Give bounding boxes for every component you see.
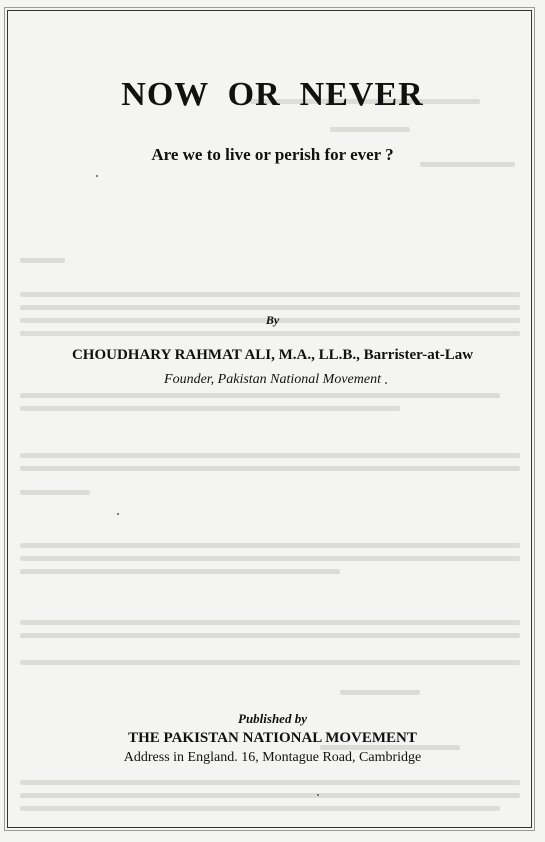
speck — [317, 794, 319, 796]
speck — [117, 513, 119, 515]
publisher-address: Address in England. 16, Montague Road, Cambridge — [123, 750, 422, 765]
author-role: Founder, Pakistan National Movement — [164, 372, 381, 387]
by-label: By — [265, 313, 280, 327]
published-by-label: Published by — [238, 711, 307, 726]
cover-title: NOW OR NEVER — [121, 76, 424, 113]
author-name: CHOUDHARY RAHMAT ALI, M.A., LL.B., Barrister-at-Law — [71, 347, 474, 363]
publisher-name: THE PAKISTAN NATIONAL MOVEMENT — [128, 730, 417, 746]
speck — [96, 175, 98, 177]
page-border — [7, 10, 532, 828]
speck — [385, 382, 387, 384]
cover-subtitle: Are we to live or perish for ever ? — [151, 145, 394, 164]
